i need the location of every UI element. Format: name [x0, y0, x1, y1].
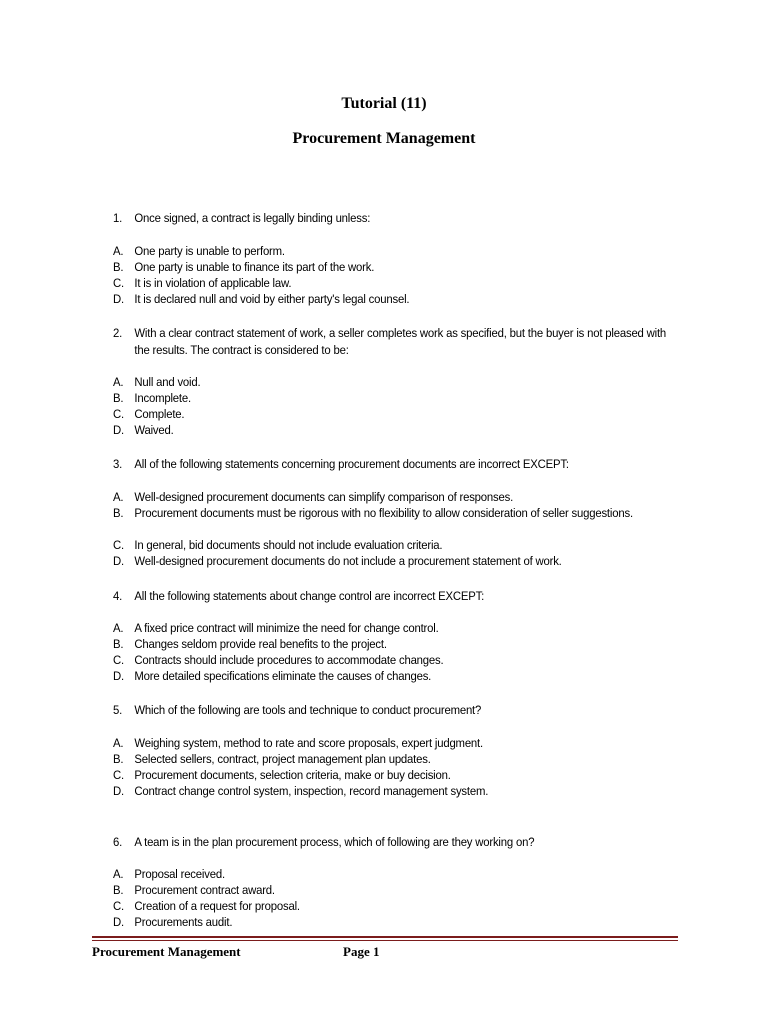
option-letter: B. [113, 752, 124, 766]
question-4-options [113, 620, 671, 684]
option-letter: B. [113, 637, 124, 651]
option-letter: A. [113, 375, 124, 389]
option-b [113, 751, 671, 767]
option-letter: D. [113, 669, 124, 683]
option-letter: D. [113, 423, 124, 437]
option-letter: C. [113, 768, 124, 782]
option-a [113, 374, 671, 390]
question-number: 3. [113, 457, 123, 471]
option-text: Proposal received. [134, 867, 225, 881]
question-1-options [113, 243, 671, 307]
option-letter: C. [113, 538, 124, 552]
footer-divider-thick [92, 936, 678, 938]
option-d [113, 553, 671, 569]
question-3-options [113, 489, 671, 569]
question-text: Which of the following are tools and technique to conduct procurement? [134, 703, 482, 717]
question-number: 6. [113, 835, 123, 849]
option-letter: D. [113, 784, 124, 798]
option-letter: B. [113, 260, 124, 274]
question-number: 4. [113, 589, 123, 603]
option-c [113, 275, 671, 291]
question-2-options [113, 374, 671, 438]
option-c [113, 537, 671, 553]
option-text: Contract change control system, inspection, record management system. [134, 784, 489, 798]
option-text: Null and void. [134, 375, 201, 389]
option-c [113, 767, 671, 783]
option-text: A fixed price contract will minimize the need for change control. [134, 621, 439, 635]
option-b [113, 505, 671, 537]
option-a [113, 866, 671, 882]
option-a [113, 489, 671, 505]
option-d [113, 783, 671, 799]
question-number: 1. [113, 211, 123, 225]
option-c [113, 652, 671, 668]
option-letter: A. [113, 621, 124, 635]
option-letter: A. [113, 490, 124, 504]
option-text: Weighing system, method to rate and score proposals, expert judgment. [134, 736, 483, 750]
option-letter: A. [113, 736, 124, 750]
option-letter: B. [113, 506, 124, 520]
question-text: All the following statements about change control are incorrect EXCEPT: [134, 589, 485, 603]
question-6-options [113, 866, 671, 930]
footer-divider-thin [92, 940, 678, 941]
option-text: Waived. [134, 423, 174, 437]
option-letter: C. [113, 407, 124, 421]
option-letter: C. [113, 276, 124, 290]
option-letter: D. [113, 554, 124, 568]
option-letter: D. [113, 292, 124, 306]
option-text: It is in violation of applicable law. [134, 276, 292, 290]
option-text: Changes seldom provide real benefits to the project. [134, 637, 387, 651]
option-text: One party is unable to finance its part of the work. [134, 260, 375, 274]
option-text: Creation of a request for proposal. [134, 899, 300, 913]
option-text: Contracts should include procedures to accommodate changes. [134, 653, 444, 667]
option-c [113, 406, 671, 422]
page-title: Tutorial (11) [341, 95, 427, 112]
question-number: 2. [113, 326, 123, 340]
option-text: Incomplete. [134, 391, 191, 405]
option-a [113, 620, 671, 636]
option-b [113, 259, 671, 275]
option-letter: D. [113, 915, 124, 929]
option-a [113, 735, 671, 751]
question-text: All of the following statements concerning procurement documents are incorrect EXCEPT: [134, 457, 569, 471]
footer-page-number: Page 1 [343, 944, 380, 959]
option-text: Selected sellers, contract, project management plan updates. [134, 752, 431, 766]
option-text: Procurement documents must be rigorous with no flexibility to allow consideration of seller suggestions. [134, 506, 633, 520]
option-text: Well-designed procurement documents do not include a procurement statement of work. [134, 554, 562, 568]
question-number: 5. [113, 703, 123, 717]
option-b [113, 390, 671, 406]
option-d [113, 668, 671, 684]
option-c [113, 898, 671, 914]
option-letter: B. [113, 883, 124, 897]
option-d [113, 914, 671, 930]
question-text: Once signed, a contract is legally binding unless: [134, 211, 371, 225]
option-b [113, 882, 671, 898]
option-text: Procurement contract award. [134, 883, 275, 897]
option-text: Well-designed procurement documents can simplify comparison of responses. [134, 490, 514, 504]
option-letter: C. [113, 653, 124, 667]
option-letter: C. [113, 899, 124, 913]
option-text: In general, bid documents should not include evaluation criteria. [134, 538, 443, 552]
option-letter: A. [113, 867, 124, 881]
option-text: One party is unable to perform. [134, 244, 285, 258]
question-text: With a clear contract statement of work, a seller completes work as specified, but the buyer is not pleased with the results. The contract is considered to be: [134, 326, 667, 357]
option-d [113, 291, 671, 307]
page-subtitle: Procurement Management [292, 130, 476, 147]
option-text: More detailed specifications eliminate the causes of changes. [134, 669, 432, 683]
option-text: Procurements audit. [134, 915, 233, 929]
option-b [113, 636, 671, 652]
option-text: It is declared null and void by either party's legal counsel. [134, 292, 410, 306]
option-text: Procurement documents, selection criteria, make or buy decision. [134, 768, 451, 782]
question-text: A team is in the plan procurement process, which of following are they working on? [134, 835, 535, 849]
option-letter: A. [113, 244, 124, 258]
option-letter: B. [113, 391, 124, 405]
option-a [113, 243, 671, 259]
footer-title: Procurement Management [92, 944, 241, 959]
option-d [113, 422, 671, 438]
option-text: Complete. [134, 407, 185, 421]
question-5-options [113, 735, 671, 799]
